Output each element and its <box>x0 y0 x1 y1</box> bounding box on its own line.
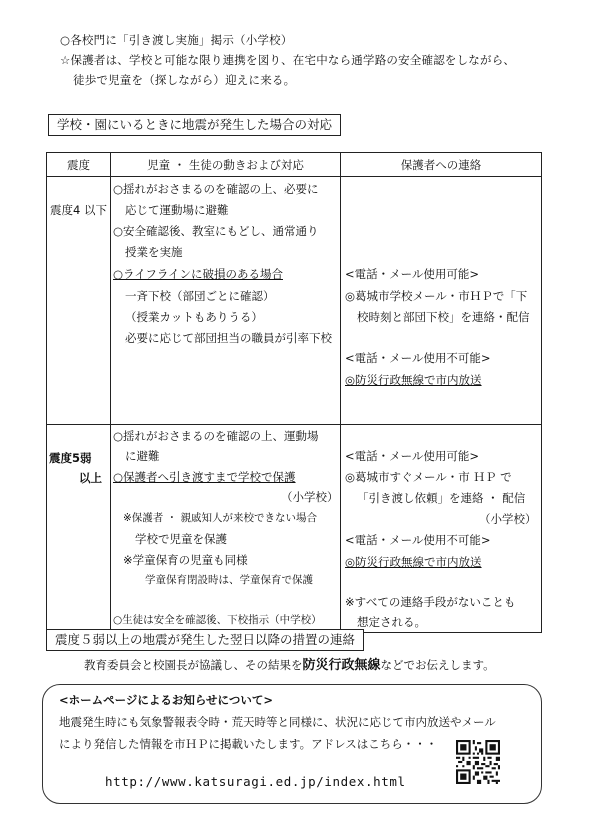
contact-line: ◎葛城市すぐメール・市 ＨＰ で <box>345 470 512 484</box>
action-line: ※保護者 ・ 親戚知人が来校できない場合 <box>123 512 317 524</box>
homepage-notice-line-2: により発信した情報を市ＨＰに掲載いたします。アドレスはこちら・・・ <box>59 737 438 751</box>
action-line: 学校で児童を保護 <box>135 532 227 546</box>
action-line: ○保護者へ引き渡すまで学校で保護 <box>113 470 296 484</box>
action-line: 学童保育閉設時は、学童保育で保護 <box>145 574 313 586</box>
next-day-note <box>84 656 495 675</box>
intro-line-1: ○各校門に「引き渡し実施」掲示（小学校） <box>60 33 293 47</box>
homepage-notice-line-1: 地震発生時にも気象警報表令時・荒天時等と同様に、状況に応じて市内放送やメール <box>59 715 496 729</box>
intro-line-3: 徒歩で児童を（探しながら）迎えに来る。 <box>73 73 296 87</box>
action-line: （授業カットもありうる） <box>125 310 263 324</box>
homepage-url-link[interactable]: http://www.katsuragi.ed.jp/index.html <box>105 774 406 789</box>
contact-line: 想定される。 <box>357 615 426 629</box>
table-row <box>47 177 542 425</box>
homepage-notice-heading: <ホームページによるお知らせについて> <box>59 693 273 707</box>
actions-cell <box>111 177 341 425</box>
contact-line: ※すべての連絡手段がないことも <box>345 595 516 609</box>
action-line: 授業を実施 <box>125 245 183 259</box>
next-day-note-emphasis: 防災行政無線 <box>302 658 381 673</box>
action-line: ○安全確認後、教室にもどし、通常通り <box>113 224 319 238</box>
contact-line: ◎葛城市学校メール・市ＨＰで「下 <box>345 289 528 303</box>
level-label-suffix: 以上 <box>79 471 102 485</box>
actions-cell <box>111 425 341 633</box>
homepage-notice-box <box>42 684 542 804</box>
section-title-next-day: 震度５弱以上の地震が発生した翌日以降の措置の連絡 <box>46 629 364 651</box>
qr-code-icon[interactable] <box>456 740 500 784</box>
action-line: ※学童保育の児童も同様 <box>123 553 248 567</box>
earthquake-response-table <box>46 152 542 633</box>
table-row <box>47 425 542 633</box>
action-line: ○生徒は安全を確認後、下校指示（中学校） <box>113 614 322 626</box>
contact-line: 「引き渡し依頼」を連絡 ・ 配信 <box>357 491 526 505</box>
action-line: （小学校） <box>281 490 339 504</box>
action-line: に避難 <box>125 449 160 463</box>
contact-line: <電話・メール使用不可能> <box>345 351 491 365</box>
action-line: 一斉下校（部団ごとに確認） <box>125 289 275 303</box>
action-line: ○ライフラインに破損のある場合 <box>113 267 283 281</box>
intro-notes <box>60 30 570 90</box>
section-title-school-earthquake: 学校・園にいるときに地震が発生した場合の対応 <box>48 114 341 136</box>
level-cell <box>47 177 111 425</box>
next-day-note-pre: 教育委員会と校園長が協議し、その結果を <box>84 658 303 672</box>
contact-cell <box>341 177 542 425</box>
action-line: ○揺れがおさまるのを確認の上、必要に <box>113 182 319 196</box>
intro-line-2: ☆保護者は、学校と可能な限り連携を図り、在宅中なら通学路の安全確認をしながら、 <box>60 53 516 67</box>
level-label: 震度4 以下 <box>50 203 107 217</box>
contact-line: <電話・メール使用不可能> <box>345 533 491 547</box>
contact-line: 校時刻と部団下校」を連絡・配信 <box>357 310 530 324</box>
contact-line: ◎防災行政無線で市内放送 <box>345 373 482 387</box>
next-day-note-post: などでお伝えします。 <box>380 658 495 672</box>
level-label: 震度5弱 <box>49 451 92 465</box>
action-line: ○揺れがおさまるのを確認の上、運動場 <box>113 429 319 443</box>
table-header-row <box>47 153 542 177</box>
contact-cell <box>341 425 542 633</box>
contact-line: <電話・メール使用可能> <box>345 267 480 281</box>
header-level: 震度 <box>47 153 111 177</box>
action-line: 応じて運動場に避難 <box>125 203 229 217</box>
contact-line: （小学校） <box>479 512 537 526</box>
contact-line: ◎防災行政無線で市内放送 <box>345 555 482 569</box>
level-cell <box>47 425 111 633</box>
header-contact: 保護者への連絡 <box>341 153 542 177</box>
header-actions: 児童 ・ 生徒の動きおよび対応 <box>111 153 341 177</box>
contact-line: <電話・メール使用可能> <box>345 449 480 463</box>
action-line: 必要に応じて部団担当の職員が引率下校 <box>125 331 332 345</box>
